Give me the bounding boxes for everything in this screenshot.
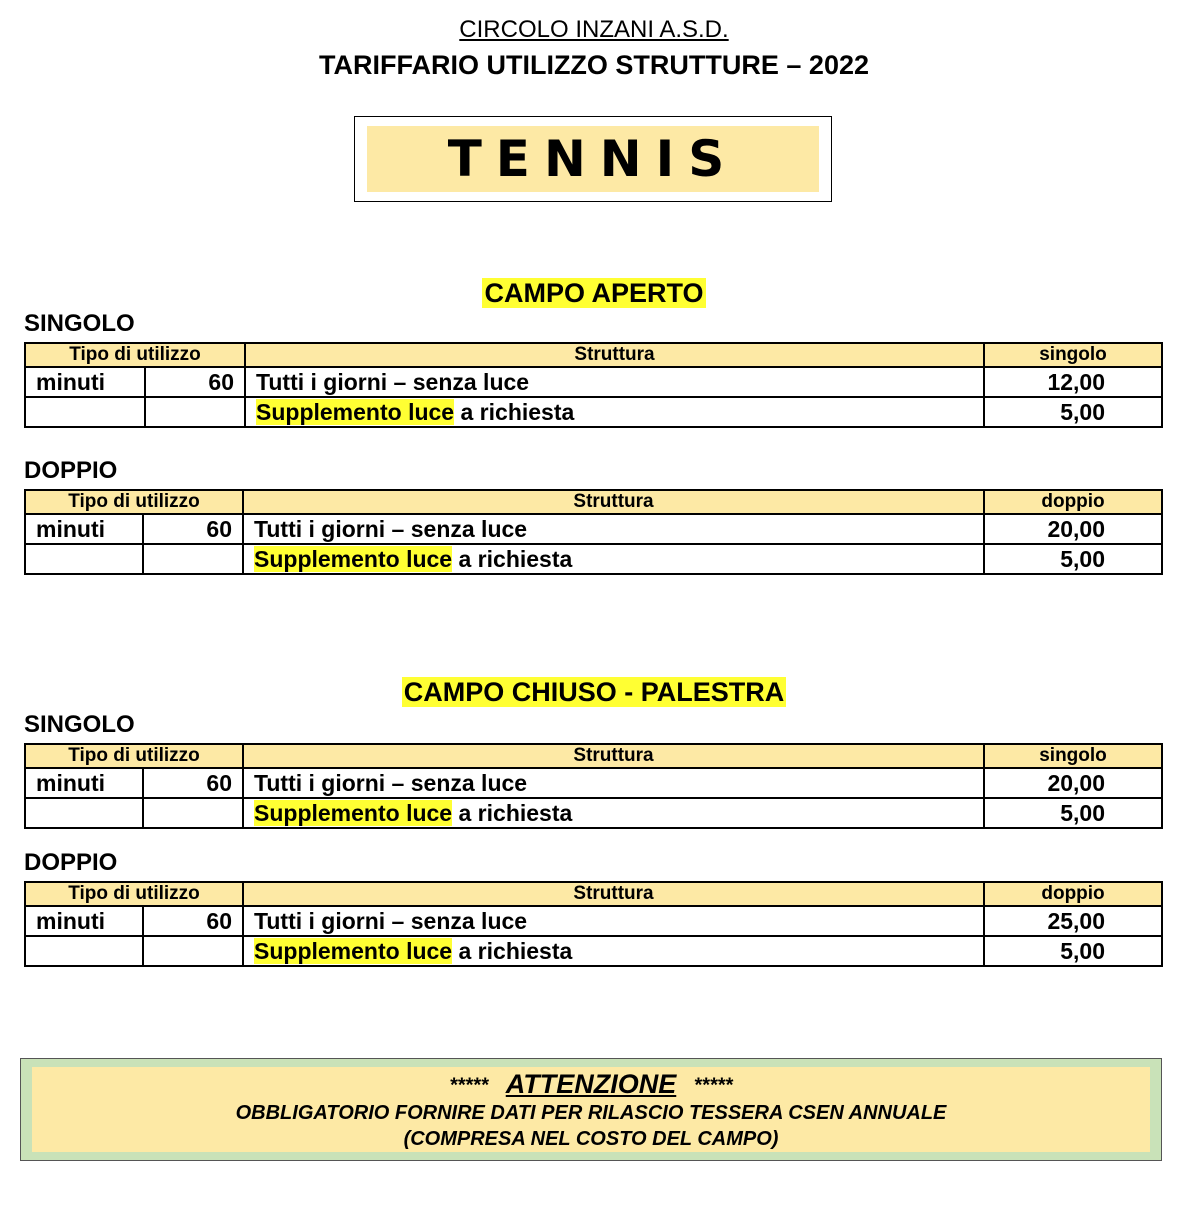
header-tipo: Tipo di utilizzo bbox=[25, 882, 243, 906]
price-cell: 5,00 bbox=[984, 798, 1162, 828]
unit-cell bbox=[25, 798, 143, 828]
price-table bbox=[24, 881, 1163, 967]
header-struttura: Struttura bbox=[243, 744, 984, 768]
desc-cell bbox=[243, 798, 984, 828]
qty-cell: 60 bbox=[143, 514, 243, 544]
table-label: SINGOLO bbox=[24, 711, 135, 738]
table-row bbox=[25, 544, 1162, 574]
header-price: singolo bbox=[984, 744, 1162, 768]
unit-cell: minuti bbox=[25, 906, 143, 936]
notice-heading-line bbox=[32, 1069, 1150, 1100]
header-tipo: Tipo di utilizzo bbox=[25, 343, 245, 367]
desc-cell bbox=[243, 936, 984, 966]
price-cell: 5,00 bbox=[984, 936, 1162, 966]
unit-cell: minuti bbox=[25, 514, 143, 544]
desc-cell bbox=[243, 544, 984, 574]
notice-line-2: (COMPRESA NEL COSTO DEL CAMPO) bbox=[403, 1128, 779, 1150]
highlight-text: Supplemento luce bbox=[254, 799, 453, 826]
qty-cell bbox=[143, 544, 243, 574]
sport-banner bbox=[354, 116, 832, 202]
unit-cell: minuti bbox=[25, 768, 143, 798]
desc-cell: Tutti i giorni – senza luce bbox=[245, 367, 984, 397]
table-label: DOPPIO bbox=[24, 849, 118, 876]
table-row bbox=[25, 906, 1162, 936]
header-struttura: Struttura bbox=[243, 490, 984, 514]
notice-box bbox=[20, 1058, 1162, 1161]
header-struttura: Struttura bbox=[243, 882, 984, 906]
header-price: doppio bbox=[984, 882, 1162, 906]
header-tipo: Tipo di utilizzo bbox=[25, 744, 243, 768]
table-header-row bbox=[25, 744, 1162, 768]
sport-banner-fill bbox=[367, 126, 819, 192]
desc-rest: a richiesta bbox=[452, 545, 573, 572]
table-header-row bbox=[25, 490, 1162, 514]
notice-heading: ATTENZIONE bbox=[505, 1069, 677, 1099]
qty-cell: 60 bbox=[143, 906, 243, 936]
section-title-text: CAMPO CHIUSO - PALESTRA bbox=[403, 677, 785, 707]
notice-fill bbox=[32, 1067, 1150, 1152]
table-header-row bbox=[25, 343, 1162, 367]
unit-cell bbox=[25, 936, 143, 966]
highlight-text: Supplemento luce bbox=[254, 545, 453, 572]
price-cell: 20,00 bbox=[984, 514, 1162, 544]
price-cell: 5,00 bbox=[984, 544, 1162, 574]
qty-cell bbox=[143, 798, 243, 828]
header-price: singolo bbox=[984, 343, 1162, 367]
table-header-row bbox=[25, 882, 1162, 906]
unit-cell bbox=[25, 397, 145, 427]
table-label: SINGOLO bbox=[24, 310, 135, 337]
price-table bbox=[24, 342, 1163, 428]
price-table bbox=[24, 489, 1163, 575]
desc-cell: Tutti i giorni – senza luce bbox=[243, 514, 984, 544]
table-row bbox=[25, 768, 1162, 798]
header-price: doppio bbox=[984, 490, 1162, 514]
table-row bbox=[25, 798, 1162, 828]
table-row bbox=[25, 514, 1162, 544]
desc-rest: a richiesta bbox=[452, 937, 573, 964]
unit-cell: minuti bbox=[25, 367, 145, 397]
highlight-text: Supplemento luce bbox=[254, 937, 453, 964]
notice-stars-left: ***** bbox=[449, 1074, 489, 1097]
qty-cell: 60 bbox=[143, 768, 243, 798]
notice-line-1: OBBLIGATORIO FORNIRE DATI PER RILASCIO TESSERA CSEN ANNUALE bbox=[235, 1102, 947, 1124]
section-title-text: CAMPO APERTO bbox=[484, 278, 704, 308]
desc-cell bbox=[245, 397, 984, 427]
qty-cell: 60 bbox=[145, 367, 245, 397]
qty-cell bbox=[145, 397, 245, 427]
price-cell: 20,00 bbox=[984, 768, 1162, 798]
desc-rest: a richiesta bbox=[454, 398, 575, 425]
price-table bbox=[24, 743, 1163, 829]
unit-cell bbox=[25, 544, 143, 574]
table-label: DOPPIO bbox=[24, 457, 118, 484]
header-tipo: Tipo di utilizzo bbox=[25, 490, 243, 514]
qty-cell bbox=[143, 936, 243, 966]
header-struttura: Struttura bbox=[245, 343, 984, 367]
desc-cell: Tutti i giorni – senza luce bbox=[243, 906, 984, 936]
price-cell: 25,00 bbox=[984, 906, 1162, 936]
highlight-text: Supplemento luce bbox=[256, 398, 455, 425]
section-title-campo-chiuso bbox=[0, 677, 1188, 708]
desc-rest: a richiesta bbox=[452, 799, 573, 826]
price-cell: 5,00 bbox=[984, 397, 1162, 427]
table-row bbox=[25, 367, 1162, 397]
price-cell: 12,00 bbox=[984, 367, 1162, 397]
table-row bbox=[25, 936, 1162, 966]
page-title: TARIFFARIO UTILIZZO STRUTTURE – 2022 bbox=[318, 50, 870, 80]
sport-title: TENNIS bbox=[447, 130, 739, 188]
section-title-campo-aperto bbox=[0, 278, 1188, 309]
org-name: CIRCOLO INZANI A.S.D. bbox=[459, 16, 729, 43]
table-row bbox=[25, 397, 1162, 427]
notice-stars-right: ***** bbox=[693, 1074, 733, 1097]
desc-cell: Tutti i giorni – senza luce bbox=[243, 768, 984, 798]
